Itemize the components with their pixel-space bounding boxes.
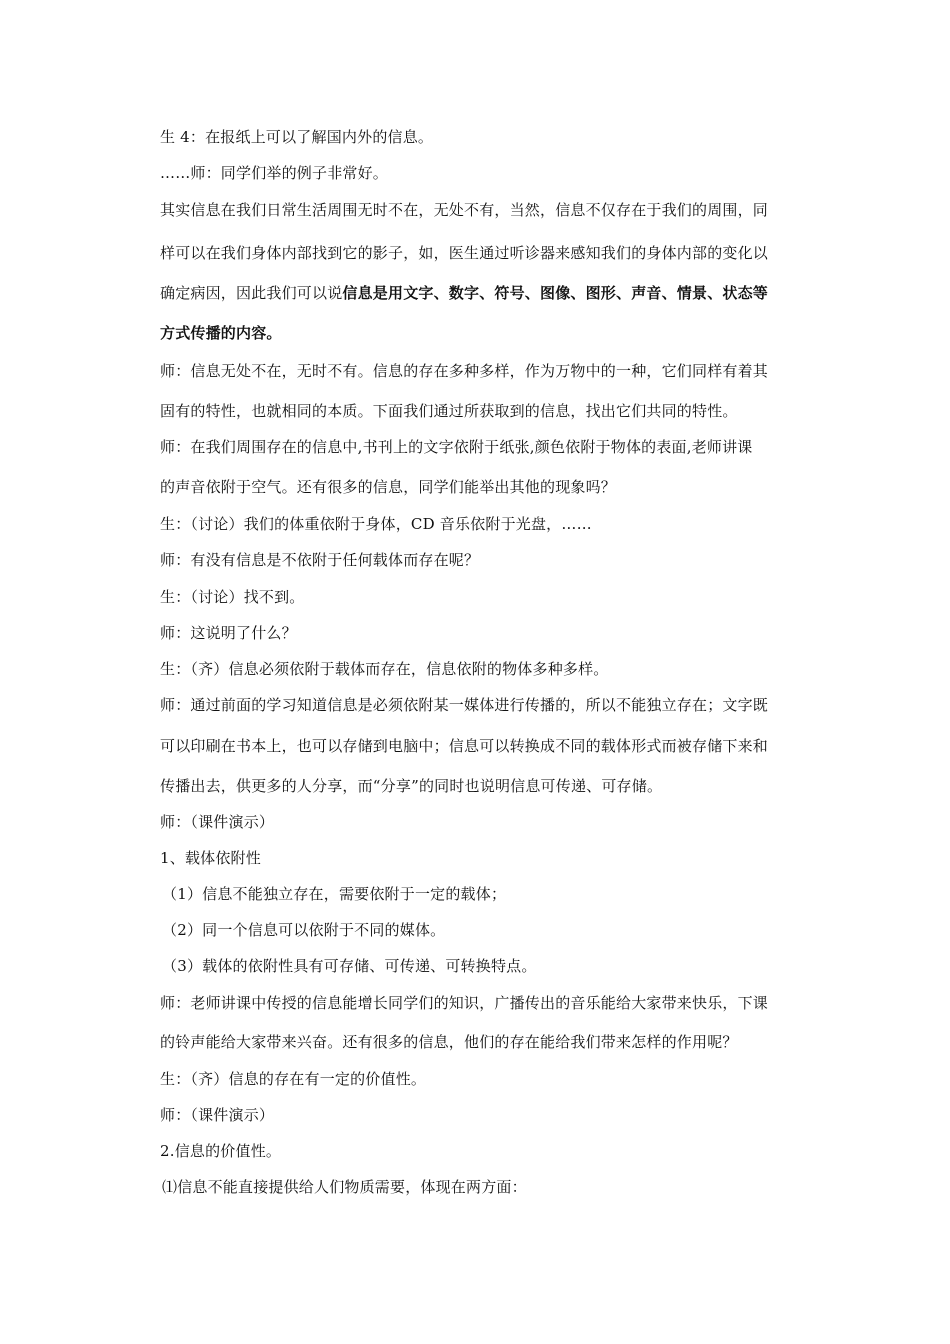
text-run: 确定病因，因此我们可以说 [160,284,343,302]
text-line: 可以印刷在书本上，也可以存储到电脑中；信息可以转换成不同的载体形式而被存储下来和 [160,737,769,755]
text-line: 样可以在我们身体内部找到它的影子，如，医生通过听诊器来感知我们的身体内部的变化以 [160,244,769,262]
text-line: 生：（齐）信息必须依附于载体而存在，信息依附的物体多种多样。 [160,660,609,678]
bold-definition-line: 方式传播的内容。 [160,324,282,342]
list-item: ⑴信息不能直接提供给人们物质需要，体现在两方面： [162,1178,527,1196]
text-line: 的铃声能给大家带来兴奋。还有很多的信息，他们的存在能给我们带来怎样的作用呢？ [160,1033,738,1051]
text-line: ……师：同学们举的例子非常好。 [160,164,389,182]
text-line: 生：（讨论）我们的体重依附于身体，CD 音乐依附于光盘，…… [160,515,592,533]
text-line: 师：通过前面的学习知道信息是必须依附某一媒体进行传播的，所以不能独立存在；文字既 [160,696,769,714]
list-item: （1）信息不能独立存在，需要依附于一定的载体； [162,885,507,903]
text-line: 师：信息无处不在，无时不有。信息的存在多种多样，作为万物中的一种，它们同样有着其 [160,362,769,380]
text-line: 师：这说明了什么？ [160,624,297,642]
text-line [160,283,768,303]
text-line: 师：（课件演示） [160,1106,275,1124]
text-line: 传播出去，供更多的人分享，而“分享”的同时也说明信息可传递、可存储。 [160,777,663,795]
text-line: 其实信息在我们日常生活周围无时不在，无处不有，当然，信息不仅存在于我们的周围，同 [160,201,769,219]
text-line: 师：（课件演示） [160,813,275,831]
text-line: 生：（讨论）找不到。 [160,588,305,606]
text-line: 师：老师讲课中传授的信息能增长同学们的知识，广播传出的音乐能给大家带来快乐，下课 [160,994,769,1012]
list-item: （3）载体的依附性具有可存储、可传递、可转换特点。 [162,957,537,975]
text-line: 生：（齐）信息的存在有一定的价值性。 [160,1070,427,1088]
text-line: 的声音依附于空气。还有很多的信息，同学们能举出其他的现象吗？ [160,478,617,496]
text-line: 固有的特性，也就相同的本质。下面我们通过所获取到的信息，找出它们共同的特性。 [160,402,738,420]
section-heading: 1、载体依附性 [160,849,261,867]
list-item: （2）同一个信息可以依附于不同的媒体。 [162,921,446,939]
text-line: 生 4：在报纸上可以了解国内外的信息。 [160,128,434,146]
text-line: 师：有没有信息是不依附于任何载体而存在呢？ [160,551,480,569]
section-heading: 2.信息的价值性。 [160,1142,282,1160]
bold-definition: 信息是用文字、数字、符号、图像、图形、声音、情景、状态等 [342,284,769,302]
text-line: 师：在我们周围存在的信息中,书刊上的文字依附于纸张,颜色依附于物体的表面,老师讲课 [160,438,753,456]
